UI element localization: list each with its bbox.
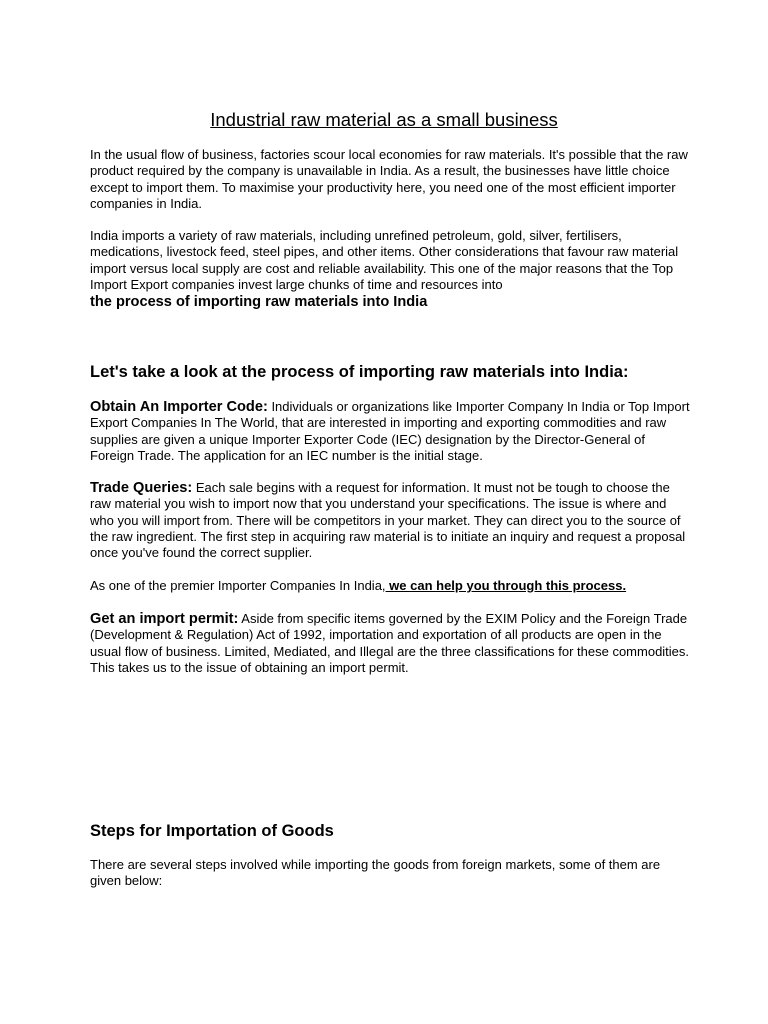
intro-paragraph: In the usual flow of business, factories scour local economies for raw materials. It's possible that the raw product required by the company is unavailable in India. As a result, the businesses have little choice except to import them. To maximise your productivity here, you need one of the most efficient importer companies in India. bbox=[90, 147, 688, 211]
importer-code-text: Individuals or organizations like Importer Company In India or Top Import Export Companies In The World, that are interested in importing and exporting commodities and raw supplies are given a unique Importer Exporter Code (IEC) designation by the Director-General of Foreign Trade. The application for an IEC number is the initial stage. bbox=[90, 399, 690, 463]
document-title: Industrial raw material as a small business bbox=[210, 109, 558, 130]
trade-queries-text: Each sale begins with a request for information. It must not be tough to choose the raw material you wish to import now that you understand your specifications. The issue is where and who you will import from. There will be competitors in your market. They can direct you to the source of the raw ingredient. The first step in acquiring raw material is to initiate an inquiry and request a proposal once you've found the correct supplier. bbox=[90, 480, 686, 561]
trade-queries-paragraph bbox=[90, 480, 690, 561]
import-permit-text: Aside from specific items governed by the EXIM Policy and the Foreign Trade (Development & Regulation) Act of 1992, importation and exportation of all products are open in the usual flow of business. Limited, Mediated, and Illegal are the three classifications for these commodities. This takes us to the issue of obtaining an import permit. bbox=[90, 611, 690, 675]
imports-paragraph-bold: the process of importing raw materials into India bbox=[90, 294, 428, 310]
trade-queries-label: Trade Queries: bbox=[90, 480, 193, 496]
steps-intro-paragraph: There are several steps involved while importing the goods from foreign markets, some of them are given below: bbox=[90, 857, 661, 889]
import-permit-paragraph bbox=[90, 611, 690, 676]
importer-code-paragraph bbox=[90, 399, 690, 464]
importer-code-label: Obtain An Importer Code: bbox=[90, 399, 268, 415]
help-paragraph bbox=[90, 578, 690, 594]
steps-heading: Steps for Importation of Goods bbox=[90, 822, 334, 840]
help-text: As one of the premier Importer Companies In India, bbox=[90, 578, 386, 593]
imports-paragraph: India imports a variety of raw materials, including unrefined petroleum, gold, silver, fertilisers, medications, livestock feed, steel pipes, and other items. Other considerations that favour raw material import versus local supply are cost and reliable availability. This one of the major reasons that the Top Import Export companies invest large chunks of time and resources into bbox=[90, 228, 679, 292]
process-heading: Let's take a look at the process of importing raw materials into India: bbox=[90, 363, 629, 381]
help-link[interactable]: we can help you through this process. bbox=[385, 578, 627, 593]
import-permit-label: Get an import permit: bbox=[90, 611, 239, 627]
